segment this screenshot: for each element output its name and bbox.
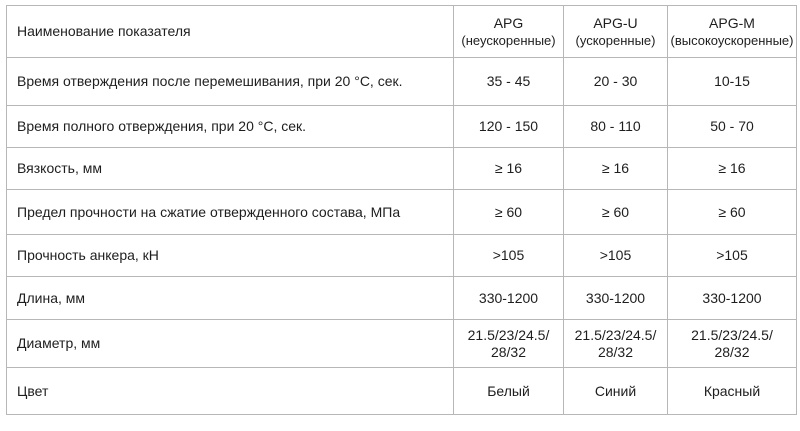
cell-value-line: 21.5/23/24.5/ <box>691 326 773 343</box>
table-row <box>7 320 797 368</box>
header-col-apg <box>454 6 564 58</box>
table-row <box>7 148 797 190</box>
row-label: Прочность анкера, кН <box>7 235 454 277</box>
cell-value: ≥ 16 <box>564 148 668 190</box>
cell-value: ≥ 60 <box>454 190 564 235</box>
cell-value: 330-1200 <box>454 277 564 320</box>
row-label: Предел прочности на сжатие отвержденного состава, МПа <box>7 190 454 235</box>
cell-value <box>564 320 668 368</box>
table-row <box>7 368 797 415</box>
cell-value: ≥ 16 <box>454 148 564 190</box>
cell-value: 330-1200 <box>564 277 668 320</box>
col-name: APG-M <box>709 14 755 31</box>
col-name: APG <box>493 14 524 31</box>
cell-value: Синий <box>564 368 668 415</box>
cell-value: 20 - 30 <box>564 58 668 106</box>
header-row <box>7 6 797 58</box>
row-label: Диаметр, мм <box>7 320 454 368</box>
cell-value <box>668 320 797 368</box>
row-label: Длина, мм <box>7 277 454 320</box>
row-label: Вязкость, мм <box>7 148 454 190</box>
cell-value: 10-15 <box>668 58 797 106</box>
cell-value: Красный <box>668 368 797 415</box>
specs-table-container <box>6 5 796 426</box>
cell-value: 80 - 110 <box>564 106 668 148</box>
cell-value-line: 28/32 <box>490 343 527 360</box>
header-label: Наименование показателя <box>17 23 191 39</box>
col-subtitle: (ускоренные) <box>575 32 656 48</box>
cell-value: Белый <box>454 368 564 415</box>
cell-value: 330-1200 <box>668 277 797 320</box>
header-col-apg-u <box>564 6 668 58</box>
cell-value: ≥ 60 <box>564 190 668 235</box>
table-row <box>7 190 797 235</box>
cell-value: 35 - 45 <box>454 58 564 106</box>
cell-value-line: 21.5/23/24.5/ <box>467 326 550 343</box>
col-name: APG-U <box>593 14 638 31</box>
cell-value: >105 <box>564 235 668 277</box>
table-row <box>7 58 797 106</box>
table-row <box>7 106 797 148</box>
row-label: Цвет <box>7 368 454 415</box>
cell-value: >105 <box>454 235 564 277</box>
cell-value: 50 - 70 <box>668 106 797 148</box>
cell-value: 120 - 150 <box>454 106 564 148</box>
header-label-cell <box>7 6 454 58</box>
col-subtitle: (неускоренные) <box>461 32 556 48</box>
table-row <box>7 235 797 277</box>
row-label: Время отверждения после перемешивания, при 20 °С, сек. <box>7 58 454 106</box>
col-subtitle: (высокоускоренные) <box>670 32 794 48</box>
table-row <box>7 277 797 320</box>
cell-value: >105 <box>668 235 797 277</box>
cell-value: ≥ 16 <box>668 148 797 190</box>
specs-table <box>6 5 797 415</box>
cell-value-line: 28/32 <box>714 343 750 360</box>
cell-value: ≥ 60 <box>668 190 797 235</box>
cell-value-line: 21.5/23/24.5/ <box>574 326 657 343</box>
cell-value-line: 28/32 <box>597 343 634 360</box>
header-col-apg-m <box>668 6 797 58</box>
cell-value <box>454 320 564 368</box>
row-label: Время полного отверждения, при 20 °С, сек. <box>7 106 454 148</box>
